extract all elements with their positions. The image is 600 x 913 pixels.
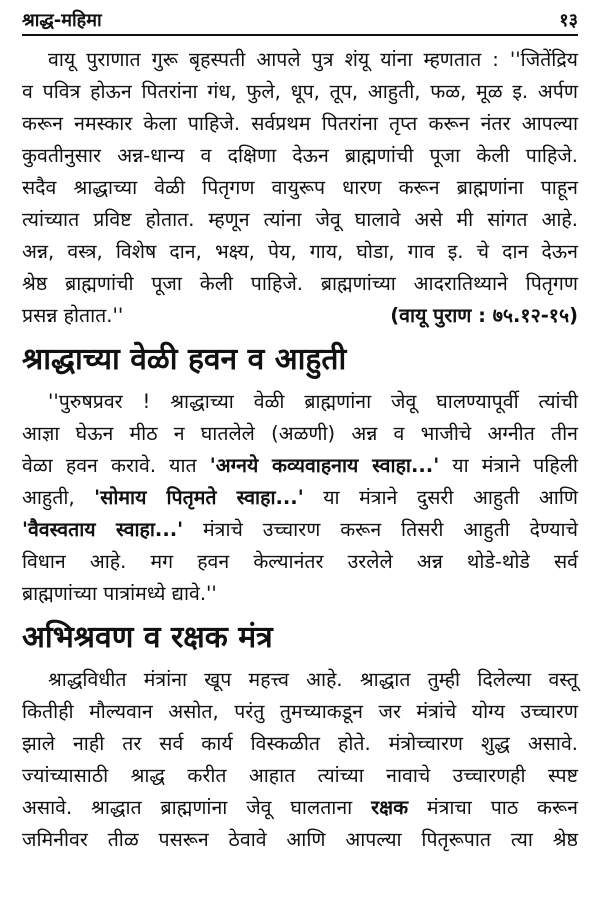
paragraph-mantra [22,664,578,856]
text-line: ज्यांच्यासाठी श्राद्ध करीत आहात त्यांच्या नावाचे उच्चारणही स्पष्ट [22,764,578,787]
page-number: १३ [559,10,578,31]
text-line: झाले नाही तर सर्व कार्य विस्कळीत होते. मंत्रोच्चारण शुद्ध असावे. [22,732,578,755]
text-run: आहुती, [22,486,95,509]
paragraph-havan [22,386,578,610]
source-reference: (वायू पुराण : ७५.१२-१५) [390,304,578,327]
running-title: श्राद्ध-महिमा [22,10,102,31]
text-run: असावे. श्राद्धात ब्राह्मणांना जेवू घालताना [22,796,372,819]
text-line: जमिनीवर तीळ पसरून ठेवावे आणि आपल्या पितृरूपात त्या श्रेष्ठ [22,828,578,851]
text-line [22,482,578,514]
text-line: करून नमस्कार केला पाहिजे. सर्वप्रथम पितरांना तृप्त करून नंतर आपल्या [22,112,578,135]
text-line [22,300,578,332]
paragraph-vayu-purana [22,44,578,332]
text-run: मंत्राचा पाठ करून [408,796,578,819]
text-line: ''पुरुषप्रवर ! श्राद्धाच्या वेळी ब्राह्मणांना जेवू घालण्यापूर्वी त्यांची [48,390,578,413]
text-run: या मंत्राने पहिली [439,454,578,477]
text-line: सदैव श्राद्धाच्या वेळी पितृगण वायुरूप धारण करून ब्राह्मणांना पाहून [22,176,578,199]
text-line: श्रेष्ठ ब्राह्मणांची पूजा केली पाहिजे. ब्राह्मणांच्या आदरातिथ्याने पितृगण [22,272,578,295]
mantra-3: 'वैवस्वताय स्वाहा...' [22,518,184,541]
text-line: आज्ञा घेऊन मीठ न घातलेले (अळणी) अन्न व भाजीचे अग्नीत तीन [22,422,578,445]
text-line: श्राद्धविधीत मंत्रांना खूप महत्त्व आहे. श्राद्धात तुम्ही दिलेल्या वस्तू [48,668,578,691]
text-line [22,792,578,824]
text-line [22,514,578,546]
section-heading-havan: श्राद्धाच्या वेळी हवन व आहुती [22,342,347,377]
text-line: त्यांच्यात प्रविष्ट होतात. म्हणून त्यांना जेवू घालावे असे मी सांगत आहे. [22,208,578,231]
text-line: कितीही मौल्यवान असोत, परंतु तुमच्याकडून जर मंत्रांचे योग्य उच्चारण [22,700,578,723]
text-line: व पवित्र होऊन पितरांना गंध, फुले, धूप, तूप, आहुती, फळ, मूळ इ. अर्पण [22,80,578,103]
text-line: ब्राह्मणांच्या पात्रांमध्ये द्यावे.'' [22,582,217,605]
text-line: अन्न, वस्त्र, विशेष दान, भक्ष्य, पेय, गाय, घोडा, गाव इ. चे दान देऊन [22,240,578,263]
text-line: कुवतीनुसार अन्न-धान्य व दक्षिणा देऊन ब्राह्मणांची पूजा केली पाहिजे. [22,144,578,167]
closing-line: प्रसन्न होतात.'' [22,304,124,327]
mantra-2: 'सोमाय पितृमते स्वाहा...' [94,486,304,509]
section-heading-mantra: अभिश्रवण व रक्षक मंत्र [22,620,273,655]
text-run: या मंत्राने दुसरी आहुती आणि [303,486,578,509]
raksha-term: रक्षक [371,796,409,819]
text-line: वायू पुराणात गुरू बृहस्पती आपले पुत्र शंयू यांना म्हणतात : ''जितेंद्रिय [48,48,578,71]
text-run: मंत्राचे उच्चारण करून तिसरी आहुती देण्याचे [183,518,578,541]
text-run: वेळा हवन करावे. यात [22,454,210,477]
text-line [22,450,578,482]
text-line: विधान आहे. मग हवन केल्यानंतर उरलेले अन्न थोडे-थोडे सर्व [22,550,578,573]
mantra-1: 'अग्नये कव्यवाहनाय स्वाहा...' [209,454,440,477]
page-header [22,0,578,36]
